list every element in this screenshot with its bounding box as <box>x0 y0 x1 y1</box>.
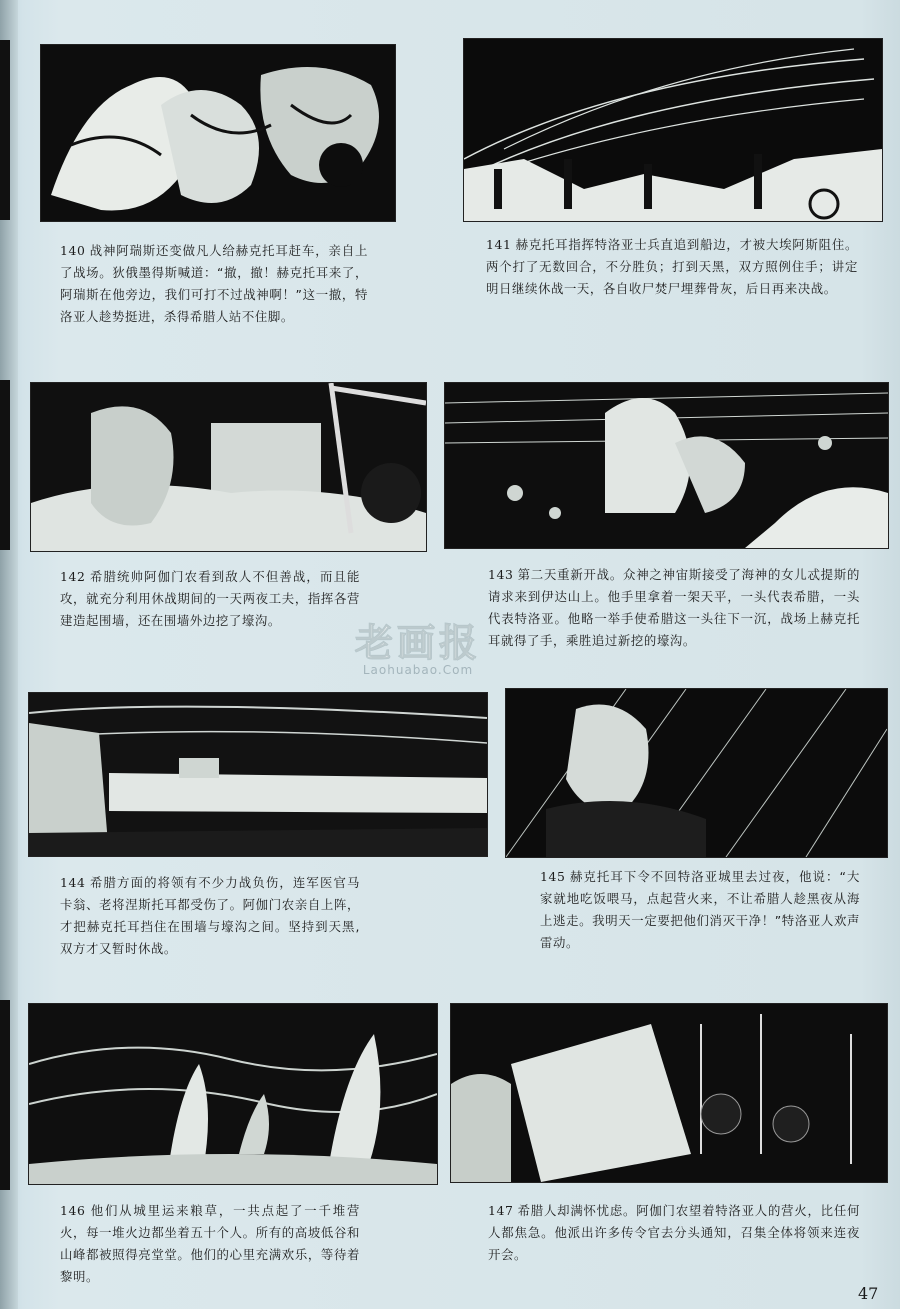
watermark <box>355 612 481 677</box>
panel-146-caption <box>60 1200 360 1288</box>
panel-142-illustration <box>30 382 427 552</box>
page-number: 47 <box>858 1284 879 1303</box>
panel-text: 希腊方面的将领有不少力战负伤，连军医官马卡翁、老将涅斯托耳都受伤了。阿伽门农亲自上阵，才把赫克托耳挡住在围墙与壕沟之间。坚持到天黑,双方才又暂时休战。 <box>60 875 360 956</box>
panel-146-illustration <box>28 1003 438 1185</box>
panel-text: 希腊人却满怀忧虑。阿伽门农望着特洛亚人的营火，比任何人都焦急。他派出许多传令官去分头通知，召集全体将领来连夜开会。 <box>488 1203 860 1262</box>
edge-mark <box>0 40 10 220</box>
panel-text: 希腊统帅阿伽门农看到敌人不但善战，而且能攻，就充分利用休战期间的一天两夜工夫，指挥各营建造起围墙，还在围墙外边挖了壕沟。 <box>60 569 360 628</box>
panel-text: 他们从城里运来粮草，一共点起了一千堆营火，每一堆火边都坐着五十个人。所有的高坡低谷和山峰都被照得亮堂堂。他们的心里充满欢乐，等待着黎明。 <box>60 1203 360 1284</box>
panel-number: 142 <box>60 569 86 584</box>
panel-number: 144 <box>60 875 86 890</box>
panel-number: 140 <box>60 243 86 258</box>
panel-text: 赫克托耳下令不回特洛亚城里去过夜，他说：“大家就地吃饭喂马，点起营火来，不让希腊人趁黑夜从海上逃走。我明天一定要把他们消灭干净！”特洛亚人欢声雷动。 <box>540 869 860 950</box>
panel-text: 第二天重新开战。众神之神宙斯接受了海神的女儿忒提斯的请求来到伊达山上。他手里拿着一架天平，一头代表希腊，一头代表特洛亚。他略一举手使希腊这一头往下一沉，战场上赫克托耳就得了手，乘胜追过新挖的壕沟。 <box>488 567 860 648</box>
panel-145-caption <box>540 866 860 954</box>
panel-number: 145 <box>540 869 566 884</box>
panel-number: 141 <box>486 237 512 252</box>
panel-143-illustration <box>444 382 889 549</box>
panel-143-caption <box>488 564 860 652</box>
panel-number: 146 <box>60 1203 86 1218</box>
panel-text: 战神阿瑞斯还变做凡人给赫克托耳赶车，亲自上了战场。狄俄墨得斯喊道：“撤，撤！赫克托耳来了，阿瑞斯在他旁边，我们可打不过战神啊！”这一撤，特洛亚人趁势挺进，杀得希腊人站不住脚。 <box>60 243 368 324</box>
panel-142-caption <box>60 566 360 632</box>
panel-number: 143 <box>488 567 514 582</box>
panel-145-illustration <box>505 688 888 858</box>
panel-144-caption <box>60 872 360 960</box>
panel-number: 147 <box>488 1203 514 1218</box>
panel-text: 赫克托耳指挥特洛亚士兵直追到船边，才被大埃阿斯阻住。两个打了无数回合，不分胜负；打到天黑，双方照例住手；讲定明日继续休战一天，各自收尸焚尸埋葬骨灰，后日再来决战。 <box>486 237 858 296</box>
watermark-main: 老画报 <box>355 621 482 665</box>
edge-mark <box>0 1000 10 1190</box>
panel-144-illustration <box>28 692 488 857</box>
panel-141-illustration <box>463 38 883 222</box>
panel-141-caption <box>486 234 858 300</box>
panel-147-caption <box>488 1200 860 1266</box>
panel-140-illustration <box>40 44 396 222</box>
edge-mark <box>0 380 10 550</box>
panel-147-illustration <box>450 1003 888 1183</box>
watermark-sub: Laohuabao.Com <box>362 663 474 677</box>
panel-140-caption <box>60 240 368 328</box>
